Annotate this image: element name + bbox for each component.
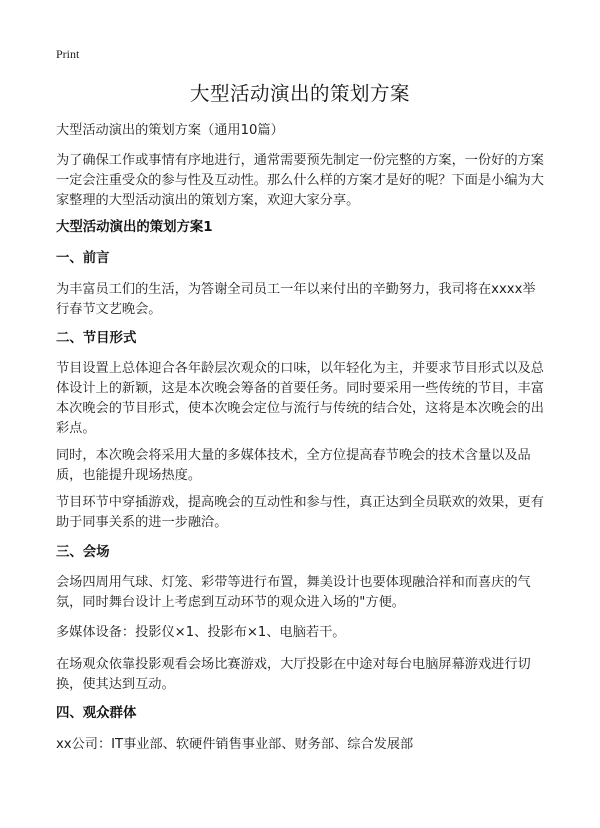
print-label: Print xyxy=(56,47,80,61)
section-heading-audience: 四、观众群体 xyxy=(56,706,137,721)
section-heading-program-format: 二、节目形式 xyxy=(56,331,137,346)
section-paragraph: 多媒体设备：投影仪×1、投影布×1、电脑若干。 xyxy=(56,625,346,640)
section-paragraph: xx公司：IT事业部、软硬件销售事业部、财务部、综合发展部 xyxy=(56,737,414,752)
section-paragraph: 会场四周用气球、灯笼、彩带等进行布置，舞美设计也要体现融洽祥和而喜庆的气氛，同时舞台设计上考虑到互动环节的观众进入场的"方便。 xyxy=(56,575,531,610)
section-heading-venue: 三、会场 xyxy=(56,545,110,560)
section-paragraph: 节目环节中穿插游戏，提高晚会的互动性和参与性，真正达到全员联欢的效果，更有助于同事关系的进一步融洽。 xyxy=(56,495,544,530)
document-subtitle: 大型活动演出的策划方案（通用10篇） xyxy=(56,123,284,138)
section-paragraph: 同时，本次晚会将采用大量的多媒体技术，全方位提高春节晚会的技术含量以及品质，也能提升现场热度。 xyxy=(56,448,531,483)
document-title: 大型活动演出的策划方案 xyxy=(189,82,410,105)
section-paragraph: 为丰富员工们的生活，为答谢全司员工一年以来付出的辛勤努力，我司将在xxxx举行春节文艺晚会。 xyxy=(56,282,536,317)
plan-heading: 大型活动演出的策划方案1 xyxy=(56,220,213,235)
section-paragraph: 节目设置上总体迎合各年龄层次观众的口味，以年轻化为主，并要求节目形式以及总体设计上的新颖，这是本次晚会筹备的首要任务。同时要采用一些传统的节目，丰富本次晚会的节目形式，使本次晚会定位与流行与传统的结合处，这将是本次晚会的出彩点。 xyxy=(56,361,544,436)
section-heading-preface: 一、前言 xyxy=(56,251,110,266)
section-paragraph: 在场观众依靠投影观看会场比赛游戏，大厅投影在中途对每台电脑屏幕游戏进行切换，使其达到互动。 xyxy=(56,657,531,692)
intro-paragraph: 为了确保工作或事情有序地进行，通常需要预先制定一份完整的方案，一份好的方案一定会注重受众的参与性及互动性。那么什么样的方案才是好的呢？下面是小编为大家整理的大型活动演出的策划方案，欢迎大家分享。 xyxy=(56,153,544,208)
